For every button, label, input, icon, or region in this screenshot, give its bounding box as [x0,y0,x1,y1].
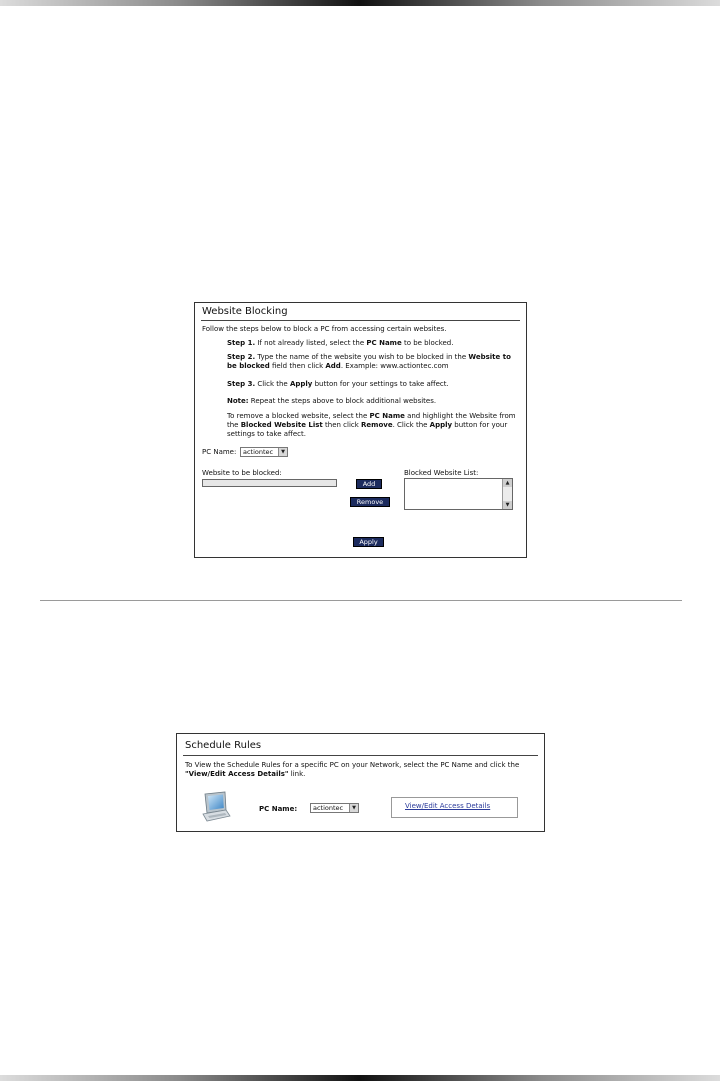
title-divider [201,320,520,321]
step-1: Step 1. If not already listed, select the PC Name to be blocked. [227,339,454,347]
chevron-down-icon[interactable]: ▼ [278,448,287,456]
blocked-list-label: Blocked Website List: [404,469,479,477]
pc-name-value: actiontec [243,448,274,456]
apply-button[interactable]: Apply [353,537,384,547]
computer-icon [199,790,233,824]
pc-name-label: PC Name: [202,448,237,456]
pc-name-value: actiontec [313,804,344,812]
scroll-up-icon[interactable]: ▲ [503,479,512,487]
add-button[interactable]: Add [356,479,382,489]
title-divider [183,755,538,756]
note: Note: Repeat the steps above to block additional websites. [227,397,437,405]
step-3: Step 3. Click the Apply button for your settings to take affect. [227,380,449,388]
section-divider [40,600,682,601]
intro-text: Follow the steps below to block a PC from accessing certain websites. [202,325,447,333]
link-box [391,797,518,818]
blocked-website-list[interactable] [404,478,513,510]
pc-name-select[interactable] [240,447,288,457]
remove-button[interactable]: Remove [350,497,390,507]
pc-name-label: PC Name: [259,805,298,813]
view-edit-access-link[interactable]: View/Edit Access Details [405,802,491,810]
list-scrollbar[interactable] [502,479,512,509]
scroll-down-icon[interactable]: ▼ [503,501,512,509]
step-2: Step 2. Type the name of the website you wish to be blocked in the Website to be blocked field then click Add. Example: www.actiontec.com [227,353,511,370]
pc-name-select[interactable] [310,803,359,813]
website-label: Website to be blocked: [202,469,282,477]
website-blocking-panel [194,302,527,558]
schedule-rules-panel [176,733,545,832]
panel-title: Schedule Rules [185,740,262,751]
top-edge-bar [0,0,720,6]
panel-title: Website Blocking [202,306,288,317]
intro-text: To View the Schedule Rules for a specific PC on your Network, select the PC Name and click the "View/Edit Access Details" link. [185,761,520,778]
chevron-down-icon[interactable]: ▼ [349,804,358,812]
remove-instructions: To remove a blocked website, select the PC Name and highlight the Website from the Blocked Website List then click Remove. Click the Apply button for your settings to take affect. [227,412,516,438]
website-input[interactable] [202,479,337,487]
bottom-edge-bar [0,1075,720,1081]
